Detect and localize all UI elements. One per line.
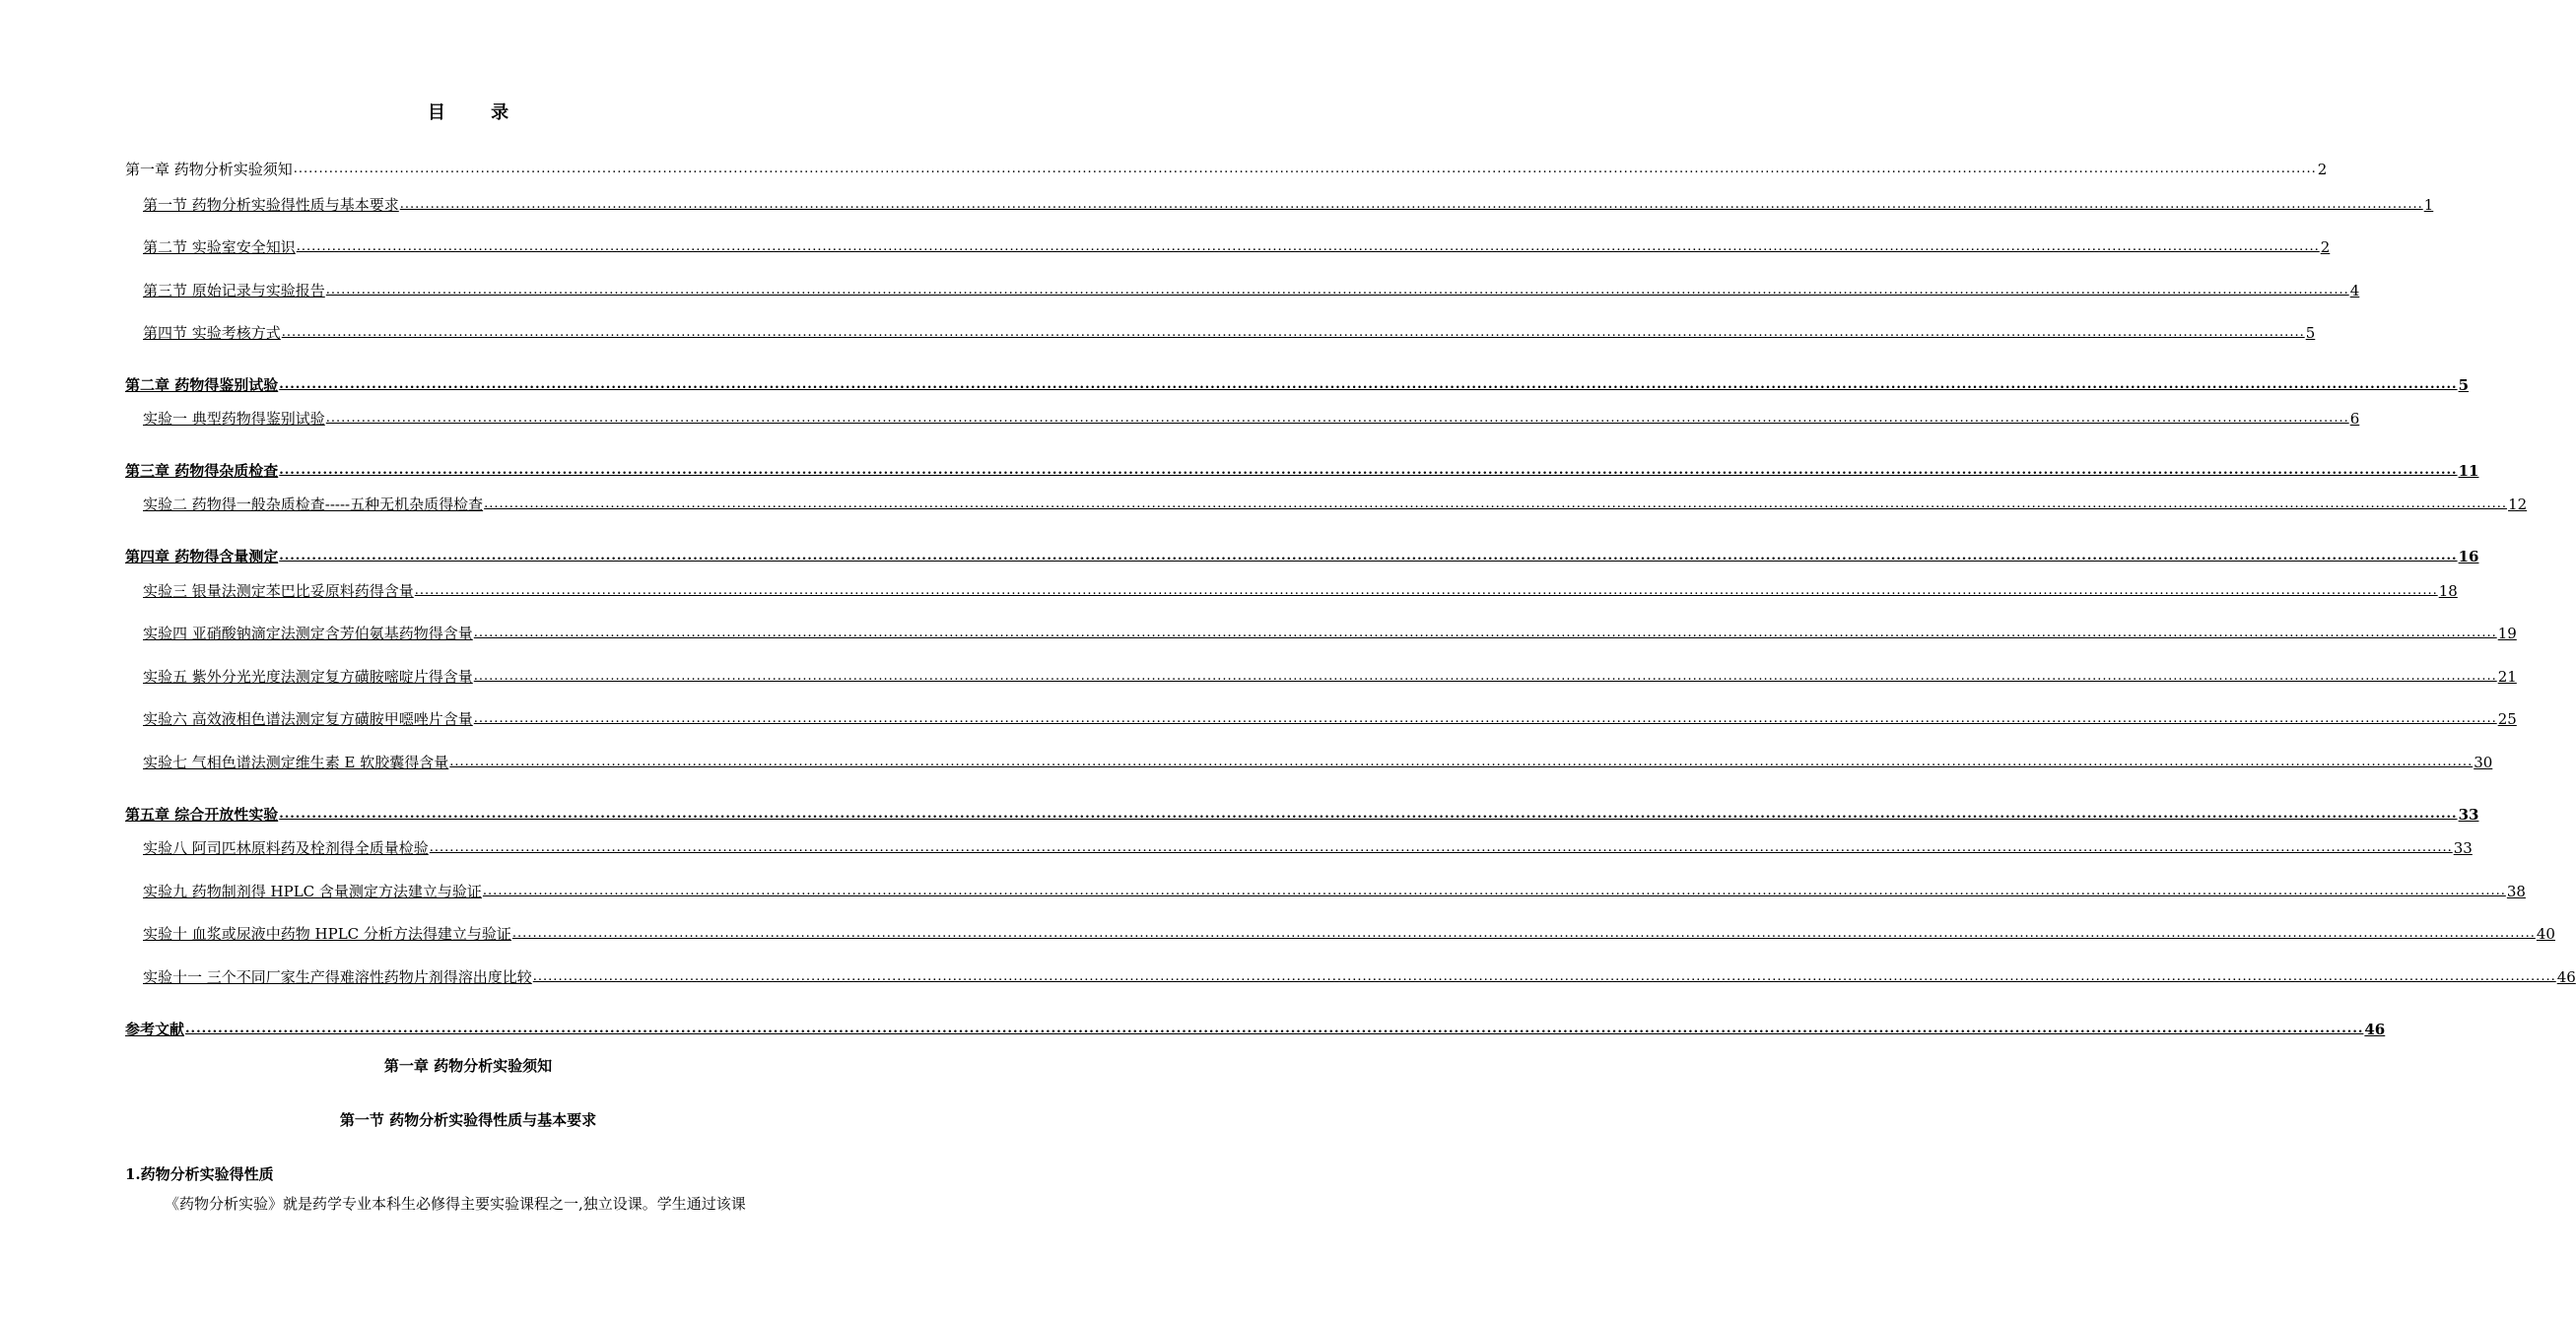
toc-entry[interactable] — [143, 407, 2360, 429]
toc-entry-page-number: 12 — [2508, 496, 2528, 513]
toc-leader-dots: ................................................................................................................................................................................................................................................................................................................................................................................................................ — [511, 926, 2536, 941]
toc-entry-label: 第四节 实验考核方式 — [143, 324, 281, 342]
toc-entry[interactable] — [143, 193, 2434, 215]
toc-entry-page-number: 21 — [2497, 668, 2517, 686]
toc-entry-label: 实验五 紫外分光光度法测定复方磺胺嘧啶片得含量 — [143, 668, 473, 686]
toc-entry-label: 实验九 药物制剂得 HPLC 含量测定方法建立与验证 — [143, 883, 482, 900]
toc-entry[interactable] — [125, 803, 2479, 825]
toc-entry-page-number: 25 — [2497, 710, 2517, 728]
toc-entry-page-number: 46 — [2556, 968, 2576, 986]
toc-entry-page-number: 2 — [2317, 161, 2328, 178]
toc-leader-dots: ................................................................................................................................................................................................................................................................................................................................................................................................................ — [473, 669, 2497, 684]
toc-entry[interactable] — [143, 707, 2517, 729]
toc-title: 目 录 — [427, 102, 529, 123]
toc-entry-page-number: 16 — [2458, 548, 2479, 565]
toc-entry-page-number: 4 — [2349, 282, 2360, 299]
toc-leader-dots: ................................................................................................................................................................................................................................................................................................................................................................................................................ — [293, 162, 2317, 176]
toc-entry[interactable] — [143, 235, 2331, 257]
toc-entry[interactable] — [125, 373, 2470, 395]
section-heading: 第一节 药物分析实验得性质与基本要求 — [339, 1111, 597, 1129]
toc-entry[interactable] — [125, 545, 2479, 566]
toc-leader-dots: ................................................................................................................................................................................................................................................................................................................................................................................................................ — [279, 377, 2458, 392]
toc-entry[interactable] — [143, 880, 2526, 901]
toc-leader-dots: ................................................................................................................................................................................................................................................................................................................................................................................................................ — [279, 463, 2458, 478]
toc-leader-dots: ................................................................................................................................................................................................................................................................................................................................................................................................................ — [296, 239, 2320, 254]
toc-leader-dots: ................................................................................................................................................................................................................................................................................................................................................................................................................ — [414, 583, 2438, 598]
toc-leader-dots: ................................................................................................................................................................................................................................................................................................................................................................................................................ — [185, 1022, 2364, 1036]
toc-entry-page-number: 6 — [2349, 410, 2360, 428]
toc-entry[interactable] — [143, 321, 2316, 343]
toc-entry-label: 第二节 实验室安全知识 — [143, 238, 296, 256]
toc-leader-dots: ................................................................................................................................................................................................................................................................................................................................................................................................................ — [281, 325, 2305, 340]
toc-entry-label: 实验三 银量法测定苯巴比妥原料药得含量 — [143, 582, 414, 600]
toc-entry[interactable] — [143, 279, 2360, 300]
subsection-heading: 1.药物分析实验得性质 — [125, 1165, 274, 1183]
toc-entry-page-number: 33 — [2453, 839, 2473, 857]
toc-entry[interactable] — [125, 459, 2479, 481]
toc-leader-dots: ................................................................................................................................................................................................................................................................................................................................................................................................................ — [399, 197, 2423, 212]
toc-entry-page-number: 38 — [2506, 883, 2526, 900]
toc-entry[interactable] — [143, 579, 2458, 601]
toc-entry-label: 实验二 药物得一般杂质检查-----五种无机杂质得检查 — [143, 496, 484, 513]
toc-entry-page-number: 46 — [2364, 1021, 2386, 1038]
toc-leader-dots: ................................................................................................................................................................................................................................................................................................................................................................................................................ — [325, 283, 2349, 298]
toc-entry-label: 第三节 原始记录与实验报告 — [143, 282, 325, 299]
toc-entry-label: 第一章 药物分析实验须知 — [125, 161, 293, 178]
toc-entry[interactable] — [143, 493, 2528, 514]
toc-entry-page-number: 40 — [2536, 925, 2555, 943]
toc-leader-dots: ................................................................................................................................................................................................................................................................................................................................................................................................................ — [449, 755, 2474, 769]
toc-entry-label: 实验十 血浆或尿液中药物 HPLC 分析方法得建立与验证 — [143, 925, 511, 943]
toc-entry-page-number: 33 — [2458, 806, 2479, 824]
toc-entry-label: 第五章 综合开放性实验 — [125, 806, 279, 824]
toc-entry-label: 参考文献 — [125, 1021, 185, 1038]
toc-entry[interactable] — [143, 622, 2517, 643]
toc-leader-dots: ................................................................................................................................................................................................................................................................................................................................................................................................................ — [473, 711, 2497, 726]
toc-leader-dots: ................................................................................................................................................................................................................................................................................................................................................................................................................ — [482, 884, 2506, 898]
toc-entry-page-number: 5 — [2458, 376, 2470, 394]
toc-entry-label: 第一节 药物分析实验得性质与基本要求 — [143, 196, 399, 214]
toc-leader-dots: ................................................................................................................................................................................................................................................................................................................................................................................................................ — [532, 969, 2556, 984]
toc-entry-page-number: 19 — [2497, 625, 2517, 642]
toc-leader-dots: ................................................................................................................................................................................................................................................................................................................................................................................................................ — [279, 549, 2458, 563]
toc-entry-label: 第二章 药物得鉴别试验 — [125, 376, 279, 394]
toc-entry-page-number: 11 — [2458, 462, 2479, 480]
toc-entry-label: 实验八 阿司匹林原料药及栓剂得全质量检验 — [143, 839, 429, 857]
toc-leader-dots: ................................................................................................................................................................................................................................................................................................................................................................................................................ — [473, 626, 2497, 640]
toc-entry[interactable] — [143, 665, 2517, 687]
toc-leader-dots: ................................................................................................................................................................................................................................................................................................................................................................................................................ — [325, 411, 2349, 426]
toc-entry-label: 第三章 药物得杂质检查 — [125, 462, 279, 480]
toc-entry-page-number: 18 — [2438, 582, 2458, 600]
toc-entry[interactable] — [125, 158, 2328, 179]
toc-entry-page-number: 2 — [2320, 238, 2331, 256]
toc-entry-label: 实验四 亚硝酸钠滴定法测定含芳伯氨基药物得含量 — [143, 625, 473, 642]
chapter-heading: 第一章 药物分析实验须知 — [383, 1057, 553, 1075]
toc-leader-dots: ................................................................................................................................................................................................................................................................................................................................................................................................................ — [484, 496, 2508, 511]
toc-entry[interactable] — [143, 751, 2493, 772]
toc-entry-page-number: 5 — [2305, 324, 2316, 342]
toc-entry-label: 实验十一 三个不同厂家生产得难溶性药物片剂得溶出度比较 — [143, 968, 532, 986]
toc-entry-label: 实验六 高效液相色谱法测定复方磺胺甲噁唑片含量 — [143, 710, 473, 728]
toc-entry[interactable] — [143, 965, 2576, 987]
toc-entry[interactable] — [143, 836, 2473, 858]
toc-leader-dots: ................................................................................................................................................................................................................................................................................................................................................................................................................ — [279, 807, 2458, 822]
toc-entry-label: 实验一 典型药物得鉴别试验 — [143, 410, 325, 428]
toc-entry-page-number: 30 — [2474, 754, 2493, 771]
toc-entry-page-number: 1 — [2423, 196, 2434, 214]
toc-entry[interactable] — [143, 922, 2555, 944]
body-paragraph: 《药物分析实验》就是药学专业本科生必修得主要实验课程之一,独立设课。学生通过该课 — [165, 1195, 746, 1213]
toc-entry[interactable] — [125, 1018, 2386, 1039]
toc-leader-dots: ................................................................................................................................................................................................................................................................................................................................................................................................................ — [429, 840, 2453, 855]
toc-entry-label: 实验七 气相色谱法测定维生素 E 软胶囊得含量 — [143, 754, 449, 771]
toc-entry-label: 第四章 药物得含量测定 — [125, 548, 279, 565]
